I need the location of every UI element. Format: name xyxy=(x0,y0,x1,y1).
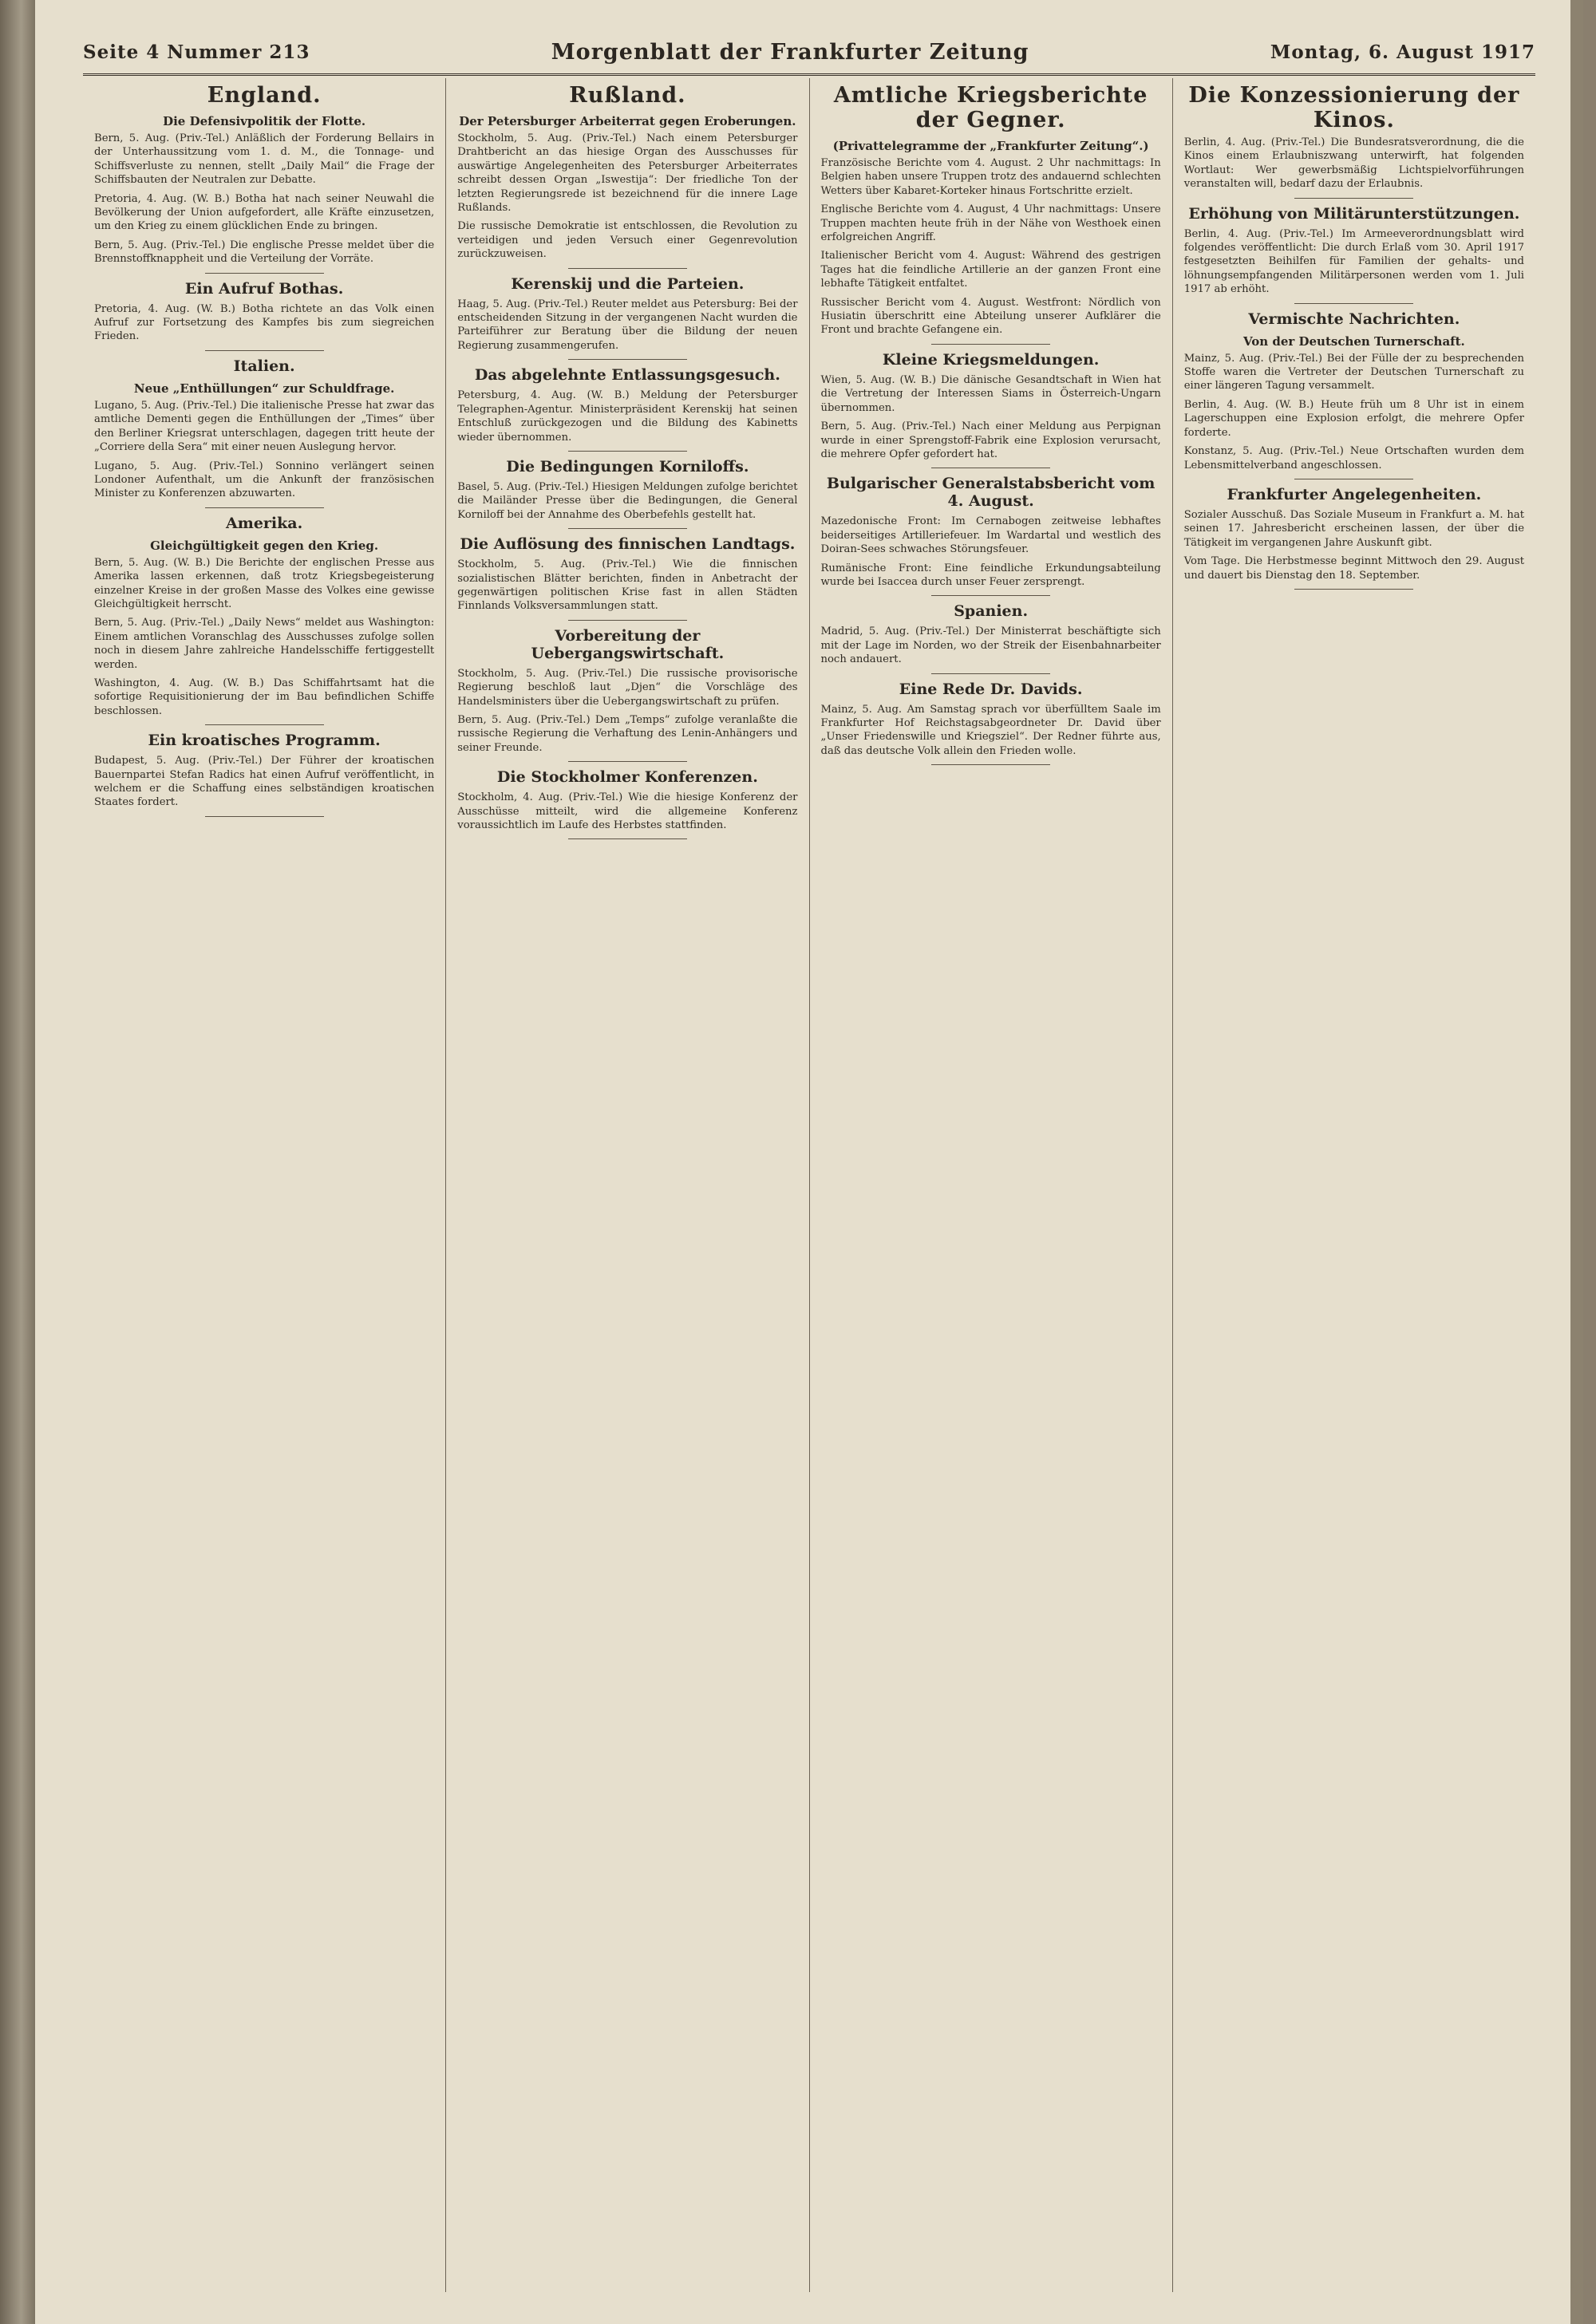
section-divider xyxy=(568,620,687,621)
article-paragraph: Wien, 5. Aug. (W. B.) Die dänische Gesandtschaft in Wien hat die Vertretung der Interessen Siams in Österreich-Ungarn übernommen. xyxy=(820,373,1161,414)
section-subheading: Von der Deutschen Turnerschaft. xyxy=(1242,333,1465,349)
section-heading: Kleine Kriegsmeldungen. xyxy=(882,350,1100,369)
section-divider xyxy=(1294,589,1413,590)
section-subheading: Neue „Enthüllungen“ zur Schuldfrage. xyxy=(133,381,395,396)
article-paragraph: Bern, 5. Aug. (Priv.-Tel.) Anläßlich der Forderung Bellairs in der Unterhaussitzung vom 1. d. M., die Tonnage- und Schiffsverluste zu nennen, stellt „Daily Mail“ die Frage der Schiffsbauten der Neutralen zur Debatte. xyxy=(94,132,435,187)
section-heading: Eine Rede Dr. Davids. xyxy=(899,680,1083,698)
book-binding xyxy=(0,0,35,2324)
section-divider xyxy=(568,528,687,529)
article-paragraph: Bern, 5. Aug. (Priv.-Tel.) Die englische Presse meldet über die Brennstoffknappheit und die Verteilung der Vorräte. xyxy=(94,239,435,266)
article-paragraph: Russischer Bericht vom 4. August. Westfront: Nördlich von Husiatin überschritt eine Abteilung unserer Aufklärer die Front und brachte Gefangene ein. xyxy=(820,296,1161,337)
section-divider xyxy=(931,764,1050,765)
section-heading: Frankfurter Angelegenheiten. xyxy=(1227,485,1482,503)
newspaper-page xyxy=(35,0,1583,2324)
column-3 xyxy=(810,78,1173,2292)
section-heading: Rußland. xyxy=(569,83,686,108)
article-paragraph: Budapest, 5. Aug. (Priv.-Tel.) Der Führer der kroatischen Bauernpartei Stefan Radics hat einen Aufruf veröffentlicht, in welchem er die Schaffung eines selbständigen kroatischen Staates fordert. xyxy=(94,755,435,809)
article-paragraph: Englische Berichte vom 4. August, 4 Uhr nachmittags: Unsere Truppen machten heute früh in der Nähe von Westhoek einen erfolgreichen Angriff. xyxy=(820,203,1161,244)
article-paragraph: Washington, 4. Aug. (W. B.) Das Schiffahrtsamt hat die sofortige Requisitionierung der im Bau befindlichen Schiffe beschlossen. xyxy=(94,677,435,717)
section-heading: Bulgarischer Generalstabsbericht vom 4. August. xyxy=(826,475,1156,511)
section-divider xyxy=(205,507,324,508)
article-paragraph: Mainz, 5. Aug. Am Samstag sprach vor überfülltem Saale im Frankfurter Hof Reichstagsabgeordneter Dr. David über „Unser Friedenswille und Kriegsziel“. Der Redner führte aus, daß das deutsche Volk allein den Frieden wolle. xyxy=(820,703,1161,757)
section-subheading: Der Petersburger Arbeiterrat gegen Eroberungen. xyxy=(459,114,796,128)
section-heading: Das abgelehnte Entlassungsgesuch. xyxy=(474,366,780,385)
issue-date: Montag, 6. August 1917 xyxy=(1270,41,1535,63)
article-paragraph: Bern, 5. Aug. (Priv.-Tel.) Nach einer Meldung aus Perpignan wurde in einer Sprengstoff-Fabrik eine Explosion verursacht, die mehrere Opfer gefordert hat. xyxy=(820,420,1161,460)
section-subheading: Die Defensivpolitik der Flotte. xyxy=(163,114,366,128)
article-paragraph: Basel, 5. Aug. (Priv.-Tel.) Hiesigen Meldungen zufolge berichtet die Mailänder Presse über die Bedingungen, die General Korniloff bei der Annahme des Oberbefehls gestellt hat. xyxy=(457,480,798,521)
article-paragraph: Pretoria, 4. Aug. (W. B.) Botha richtete an das Volk einen Aufruf zur Fortsetzung des Kampfes bis zum siegreichen Frieden. xyxy=(94,302,435,343)
article-paragraph: Stockholm, 5. Aug. (Priv.-Tel.) Wie die finnischen sozialistischen Blätter berichten, finden in Anbetracht der gegenwärtigen politischen Krise fast in allen Städten Finnlands Volksversammlungen statt. xyxy=(457,558,798,613)
section-divider xyxy=(205,350,324,351)
masthead xyxy=(83,30,1535,76)
article-paragraph: Lugano, 5. Aug. (Priv.-Tel.) Die italienische Presse hat zwar das amtliche Dementi gegen die Enthüllungen der „Times“ über den Berliner Kriegsrat unterschlagen, dagegen tritt heute der „Corriere della Sera“ mit einer neuen Auslegung hervor. xyxy=(94,399,435,454)
article-paragraph: Konstanz, 5. Aug. (Priv.-Tel.) Neue Ortschaften wurden dem Lebensmittelverband angeschlossen. xyxy=(1183,445,1524,472)
article-paragraph: Berlin, 4. Aug. (Priv.-Tel.) Die Bundesratsverordnung, die die Kinos einem Erlaubniszwang unterwirft, hat folgenden Wortlaut: Wer gewerbsmäßig Lichtspielvorführungen veranstalten will, bedarf dazu der Erlaubnis. xyxy=(1183,136,1524,191)
page-number: Seite 4 Nummer 213 xyxy=(83,41,310,63)
section-divider xyxy=(1294,303,1413,304)
section-heading: Die Stockholmer Konferenzen. xyxy=(496,768,758,787)
article-paragraph: Italienischer Bericht vom 4. August: Während des gestrigen Tages hat die feindliche Artillerie an der ganzen Front eine lebhafte Tätigkeit entfaltet. xyxy=(820,250,1161,290)
article-paragraph: Berlin, 4. Aug. (Priv.-Tel.) Im Armeeverordnungsblatt wird folgendes veröffentlicht: Die durch Erlaß vom 30. April 1917 festgesetzten Beihilfen für Familien der gehalts- und löhnungsempfangenden Militärpersonen werden vom 1. Juli 1917 ab erhöht. xyxy=(1183,227,1524,296)
section-divider xyxy=(931,344,1050,345)
article-paragraph: Bern, 5. Aug. (W. B.) Die Berichte der englischen Presse aus Amerika lassen erkennen, daß trotz Kriegsbegeisterung einzelner Kreise in der großen Masse des Volkes eine gewisse Gleichgültigkeit herrscht. xyxy=(94,556,435,610)
section-heading: Vermischte Nachrichten. xyxy=(1248,310,1460,328)
section-heading: Italien. xyxy=(233,357,295,375)
article-paragraph: Madrid, 5. Aug. (Priv.-Tel.) Der Ministerrat beschäftigte sich mit der Lage im Norden, wo der Streik der Eisenbahnarbeiter noch andauert. xyxy=(820,625,1161,666)
article-paragraph: Haag, 5. Aug. (Priv.-Tel.) Reuter meldet aus Petersburg: Bei der entscheidenden Sitzung in der vergangenen Nacht wurden die Parteiführer zur Beratung über die Bildung der neuen Regierung zusammengerufen. xyxy=(457,298,798,352)
section-divider xyxy=(568,761,687,762)
section-subheading: Gleichgültigkeit gegen den Krieg. xyxy=(150,538,379,553)
article-paragraph: Pretoria, 4. Aug. (W. B.) Botha hat nach seiner Neuwahl die Bevölkerung der Union aufgefordert, alle Kräfte einzusetzen, um den Krieg zu einem glücklichen Ende zu bringen. xyxy=(94,192,435,233)
section-divider xyxy=(205,273,324,274)
section-heading: Die Bedingungen Korniloffs. xyxy=(506,457,749,475)
article-paragraph: Bern, 5. Aug. (Priv.-Tel.) „Daily News“ meldet aus Washington: Einem amtlichen Voranschlag des Ausschusses zufolge sollen noch in diesem Jahre zahlreiche Handelsschiffe fertiggestellt werden. xyxy=(94,617,435,671)
section-heading: Die Auflösung des finnischen Landtags. xyxy=(460,535,796,554)
article-paragraph: Sozialer Ausschuß. Das Soziale Museum in Frankfurt a. M. hat seinen 17. Jahresbericht erscheinen lassen, der über die Tätigkeit im vergangenen Jahre Auskunft gibt. xyxy=(1183,508,1524,549)
section-divider xyxy=(1294,198,1413,199)
article-paragraph: Mainz, 5. Aug. (Priv.-Tel.) Bei der Fülle der zu besprechenden Stoffe waren die Vertreter der Deutschen Turnerschaft zu einer längeren Tagung versammelt. xyxy=(1183,352,1524,393)
section-divider xyxy=(568,451,687,452)
column-2 xyxy=(446,78,809,2292)
article-paragraph: Die russische Demokratie ist entschlossen, die Revolution zu verteidigen und jeden Versuch einer Gegenrevolution zurückzuweisen. xyxy=(457,220,798,261)
article-paragraph: Französische Berichte vom 4. August. 2 Uhr nachmittags: In Belgien haben unsere Truppen trotz des andauernd schlechten Wetters über Kabaret-Korteker hinaus Fortschritte erzielt. xyxy=(820,157,1161,197)
article-paragraph: Stockholm, 5. Aug. (Priv.-Tel.) Die russische provisorische Regierung beschloß laut „Djen“ die Vorschläge des Handelsministers über die Uebergangswirtschaft zu prüfen. xyxy=(457,667,798,708)
column-4 xyxy=(1173,78,1535,2292)
section-heading: Kerenskij und die Parteien. xyxy=(511,274,745,293)
article-paragraph: Lugano, 5. Aug. (Priv.-Tel.) Sonnino verlängert seinen Londoner Aufenthalt, um die Ankunft der französischen Minister zu Konferenzen abzuwarten. xyxy=(94,460,435,500)
section-divider xyxy=(205,724,324,725)
section-heading: Die Konzessionierung der Kinos. xyxy=(1188,83,1520,132)
section-divider xyxy=(568,838,687,839)
newspaper-title: Morgenblatt der Frankfurter Zeitung xyxy=(551,39,1029,65)
article-paragraph: Petersburg, 4. Aug. (W. B.) Meldung der Petersburger Telegraphen-Agentur. Ministerpräsident Kerenskij hat seinen Entschluß zurückgezogen und die Bildung des Kabinetts wieder übernommen. xyxy=(457,389,798,444)
section-divider xyxy=(205,816,324,817)
section-heading: Spanien. xyxy=(954,602,1029,621)
article-paragraph: Mazedonische Front: Im Cernabogen zeitweise lebhaftes beiderseitiges Artilleriefeuer. Im Wardartal und westlich des Doiran-Sees schwaches Störungsfeuer. xyxy=(820,515,1161,556)
article-paragraph: Rumänische Front: Eine feindliche Erkundungsabteilung wurde bei Isaccea durch unser Feuer zersprengt. xyxy=(820,562,1161,588)
section-heading: Ein Aufruf Bothas. xyxy=(184,279,344,298)
article-paragraph: Vom Tage. Die Herbstmesse beginnt Mittwoch den 29. August und dauert bis Dienstag den 18. September. xyxy=(1183,555,1524,582)
section-heading: Vorbereitung der Uebergangswirtschaft. xyxy=(531,626,725,662)
article-paragraph: Stockholm, 4. Aug. (Priv.-Tel.) Wie die hiesige Konferenz der Ausschüsse mitteilt, wird die allgemeine Konferenz voraussichtlich im Laufe des Herbstes stattfinden. xyxy=(457,791,798,831)
section-divider xyxy=(931,595,1050,596)
section-heading: Amerika. xyxy=(225,514,303,532)
section-divider xyxy=(931,673,1050,674)
section-heading: Erhöhung von Militärunterstützungen. xyxy=(1188,204,1520,223)
section-heading: Amtliche Kriegsberichte der Gegner. xyxy=(833,83,1148,132)
article-paragraph: Stockholm, 5. Aug. (Priv.-Tel.) Nach einem Petersburger Drahtbericht an das hiesige Organ des Ausschusses für auswärtige Angelegenheiten des Petersburger Arbeiterrates schreibt dessen Organ „Iswestija“: Der friedliche Ton der letzten Regierungsrede ist bezeichnend für die innere Lage Rußlands. xyxy=(457,132,798,215)
section-subheading: (Privattelegramme der „Frankfurter Zeitung“.) xyxy=(832,139,1149,153)
section-heading: Ein kroatisches Programm. xyxy=(148,732,381,750)
section-heading: England. xyxy=(207,83,322,108)
article-paragraph: Berlin, 4. Aug. (W. B.) Heute früh um 8 Uhr ist in einem Lagerschuppen eine Explosion erfolgt, die mehrere Opfer forderte. xyxy=(1183,398,1524,439)
section-divider xyxy=(568,359,687,360)
column-1 xyxy=(83,78,446,2292)
article-paragraph: Bern, 5. Aug. (Priv.-Tel.) Dem „Temps“ zufolge veranlaßte die russische Regierung die Verhaftung des Lenin-Anhängers und seiner Freunde. xyxy=(457,713,798,754)
columns xyxy=(83,78,1535,2292)
section-divider xyxy=(568,268,687,269)
page-edge xyxy=(1570,0,1583,2324)
